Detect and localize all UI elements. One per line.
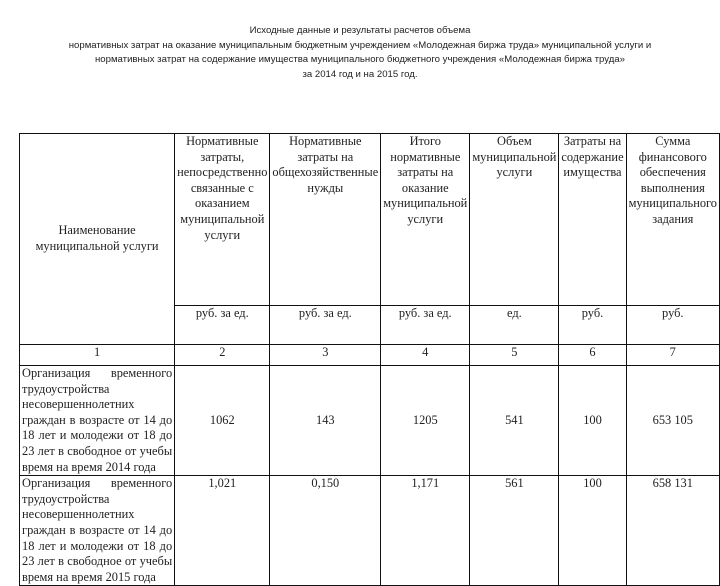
column-number: 6	[559, 345, 626, 366]
column-number: 5	[470, 345, 559, 366]
cell-value: 1,171	[381, 476, 470, 586]
header-property-costs: Затраты на содержание имущества	[559, 134, 626, 306]
cost-table	[19, 133, 720, 586]
cell-value: 658 131	[626, 476, 719, 586]
cell-value: 1205	[381, 366, 470, 476]
service-name: Организация временного трудоустройства несовершеннолетних граждан в возрасте от 14 до 18 лет и молодежи от 18 до 23 лет в свободное от учебы время на время 2015 года	[20, 476, 175, 586]
title-line: нормативных затрат на содержание имущества муниципального бюджетного учреждения «Молодежная биржа труда»	[94, 54, 626, 65]
column-number: 2	[175, 345, 270, 366]
title-line: за 2014 год и на 2015 год.	[302, 68, 418, 80]
cell-value: 143	[270, 366, 381, 476]
title-line: Исходные данные и результаты расчетов объема	[249, 25, 471, 36]
cell-value: 653 105	[626, 366, 719, 476]
unit-cell: руб. за ед.	[270, 306, 381, 345]
cell-value: 100	[559, 366, 626, 476]
header-financing: Сумма финансового обеспечения выполнения муниципального задания	[626, 134, 719, 306]
header-general-costs: Нормативные затраты на общехозяйственные нужды	[270, 134, 381, 306]
header-direct-costs: Нормативные затраты, непосредственно связанные с оказанием муниципальной услуги	[175, 134, 270, 306]
cell-value: 1,021	[175, 476, 270, 586]
header-name: Наименование муниципальной услуги	[20, 134, 175, 345]
header-volume: Объем муниципальной услуги	[470, 134, 559, 306]
unit-cell: руб.	[559, 306, 626, 345]
table-row	[20, 476, 720, 586]
column-number: 1	[20, 345, 175, 366]
cell-value: 561	[470, 476, 559, 586]
unit-cell: ед.	[470, 306, 559, 345]
unit-cell: руб. за ед.	[175, 306, 270, 345]
column-numbers-row	[20, 345, 720, 366]
cell-value: 100	[559, 476, 626, 586]
column-number: 3	[270, 345, 381, 366]
header-total-costs: Итого нормативные затраты на оказание муниципальной услуги	[381, 134, 470, 306]
column-number: 7	[626, 345, 719, 366]
cell-value: 0,150	[270, 476, 381, 586]
service-name: Организация временного трудоустройства несовершеннолетних граждан в возрасте от 14 до 18 лет и молодежи от 18 до 23 лет в свободное от учебы время на время 2014 года	[20, 366, 175, 476]
cell-value: 1062	[175, 366, 270, 476]
column-number: 4	[381, 345, 470, 366]
unit-cell: руб. за ед.	[381, 306, 470, 345]
cell-value: 541	[470, 366, 559, 476]
document-title	[0, 24, 720, 82]
title-line: нормативных затрат на оказание муниципальным бюджетным учреждением «Молодежная биржа труда» муниципальной услуги и	[68, 39, 652, 51]
table-row	[20, 366, 720, 476]
unit-cell: руб.	[626, 306, 719, 345]
header-row	[20, 134, 720, 306]
